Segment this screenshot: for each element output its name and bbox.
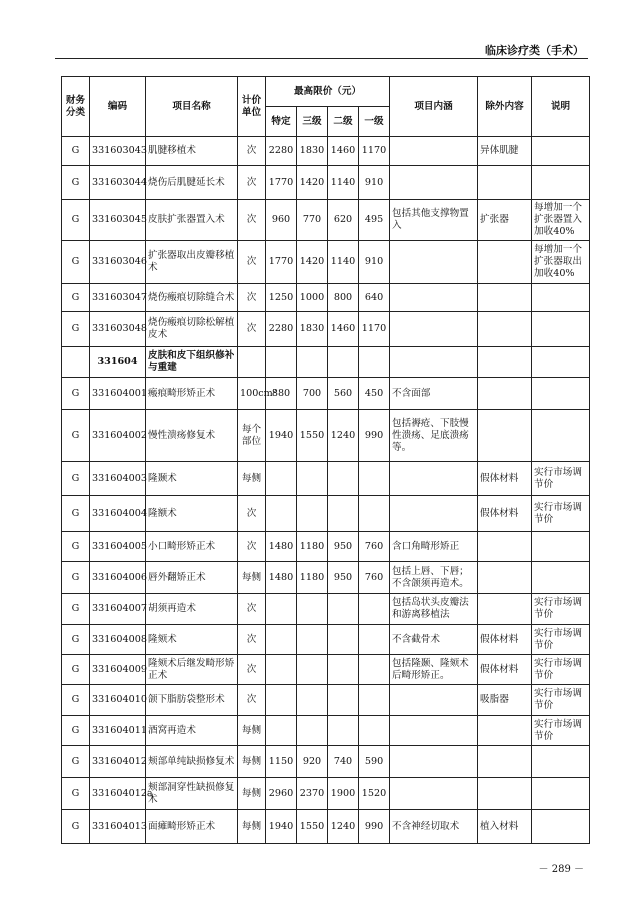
cell-special: 1940 bbox=[266, 810, 297, 844]
cell-special bbox=[266, 655, 297, 685]
cell-code: 331604012a bbox=[90, 778, 146, 810]
header-note: 说明 bbox=[532, 77, 590, 137]
cell-excluded bbox=[478, 166, 532, 200]
cell-level3: 920 bbox=[297, 746, 328, 778]
cell-excluded bbox=[478, 594, 532, 625]
cell-level3: 700 bbox=[297, 378, 328, 410]
cell-content bbox=[390, 241, 478, 284]
cell-level3 bbox=[297, 347, 328, 378]
cell-unit: 次 bbox=[238, 200, 266, 241]
cell-level3 bbox=[297, 716, 328, 746]
cell-code: 331604006 bbox=[90, 562, 146, 594]
cell-cat: G bbox=[62, 496, 90, 532]
cell-content bbox=[390, 716, 478, 746]
cell-cat bbox=[62, 347, 90, 378]
cell-name: 扩张器取出皮瓣移植术 bbox=[146, 241, 238, 284]
cell-note bbox=[532, 746, 590, 778]
cell-excluded bbox=[478, 241, 532, 284]
table-row bbox=[62, 378, 590, 410]
cell-note bbox=[532, 137, 590, 166]
cell-level1 bbox=[359, 625, 390, 655]
header-unit: 计价单位 bbox=[238, 77, 266, 137]
cell-level1 bbox=[359, 496, 390, 532]
cell-level3 bbox=[297, 462, 328, 496]
cell-level1: 590 bbox=[359, 746, 390, 778]
cell-name: 皮肤扩张器置入术 bbox=[146, 200, 238, 241]
cell-cat: G bbox=[62, 462, 90, 496]
cell-cat: G bbox=[62, 746, 90, 778]
cell-level1: 760 bbox=[359, 562, 390, 594]
cell-code: 331604013 bbox=[90, 810, 146, 844]
cell-level1 bbox=[359, 685, 390, 716]
cell-special: 1480 bbox=[266, 532, 297, 562]
cell-level3: 770 bbox=[297, 200, 328, 241]
cell-level1 bbox=[359, 716, 390, 746]
cell-special: 1940 bbox=[266, 410, 297, 462]
cell-note bbox=[532, 378, 590, 410]
cell-cat: G bbox=[62, 810, 90, 844]
cell-unit: 每侧 bbox=[238, 778, 266, 810]
cell-level1: 450 bbox=[359, 378, 390, 410]
cell-level1: 760 bbox=[359, 532, 390, 562]
cell-cat: G bbox=[62, 562, 90, 594]
cell-unit: 100cm² bbox=[238, 378, 266, 410]
cell-level1: 990 bbox=[359, 810, 390, 844]
table-row bbox=[62, 410, 590, 462]
cell-unit: 每侧 bbox=[238, 462, 266, 496]
cell-special bbox=[266, 716, 297, 746]
cell-excluded: 吸脂器 bbox=[478, 685, 532, 716]
cell-content: 不含面部 bbox=[390, 378, 478, 410]
cell-level3: 1830 bbox=[297, 137, 328, 166]
header-level1: 一级 bbox=[359, 107, 390, 137]
cell-excluded: 假体材料 bbox=[478, 496, 532, 532]
cell-excluded: 假体材料 bbox=[478, 625, 532, 655]
cell-name: 隆颞术 bbox=[146, 462, 238, 496]
cell-level1 bbox=[359, 655, 390, 685]
cell-level2 bbox=[328, 716, 359, 746]
table-body bbox=[62, 137, 590, 844]
cell-level2: 560 bbox=[328, 378, 359, 410]
cell-name: 隆额术 bbox=[146, 496, 238, 532]
cell-name: 烧伤瘢痕切除松解植皮术 bbox=[146, 312, 238, 347]
cell-special: 2280 bbox=[266, 312, 297, 347]
cell-content: 包括褥疮、下肢慢性溃疡、足底溃疡等。 bbox=[390, 410, 478, 462]
cell-level2: 1140 bbox=[328, 166, 359, 200]
cell-unit: 次 bbox=[238, 166, 266, 200]
cell-content bbox=[390, 746, 478, 778]
cell-cat: G bbox=[62, 594, 90, 625]
header-price-group: 最高限价（元） bbox=[266, 77, 390, 107]
cell-name: 颊部单纯缺损修复术 bbox=[146, 746, 238, 778]
cell-note bbox=[532, 778, 590, 810]
cell-special bbox=[266, 462, 297, 496]
cell-level2: 950 bbox=[328, 562, 359, 594]
cell-level2: 1240 bbox=[328, 410, 359, 462]
table-row bbox=[62, 200, 590, 241]
cell-level2: 740 bbox=[328, 746, 359, 778]
cell-unit bbox=[238, 347, 266, 378]
table-row bbox=[62, 716, 590, 746]
cell-level2 bbox=[328, 625, 359, 655]
cell-level2: 1900 bbox=[328, 778, 359, 810]
cell-excluded: 扩张器 bbox=[478, 200, 532, 241]
cell-level2: 1140 bbox=[328, 241, 359, 284]
cell-content bbox=[390, 496, 478, 532]
cell-name: 瘢痕畸形矫正术 bbox=[146, 378, 238, 410]
cell-cat: G bbox=[62, 685, 90, 716]
table-row bbox=[62, 347, 590, 378]
cell-name: 颊部洞穿性缺损修复术 bbox=[146, 778, 238, 810]
cell-note: 实行市场调节价 bbox=[532, 685, 590, 716]
cell-level1 bbox=[359, 347, 390, 378]
cell-level1: 990 bbox=[359, 410, 390, 462]
cell-excluded bbox=[478, 562, 532, 594]
cell-note bbox=[532, 312, 590, 347]
cell-code: 331603043 bbox=[90, 137, 146, 166]
table-row bbox=[62, 685, 590, 716]
cell-note bbox=[532, 166, 590, 200]
cell-note bbox=[532, 284, 590, 312]
cell-level3 bbox=[297, 625, 328, 655]
cell-level1: 910 bbox=[359, 241, 390, 284]
cell-name: 酒窝再造术 bbox=[146, 716, 238, 746]
table-row bbox=[62, 655, 590, 685]
cell-cat: G bbox=[62, 378, 90, 410]
header-name: 项目名称 bbox=[146, 77, 238, 137]
header-rule bbox=[55, 58, 588, 59]
cell-code: 331604011 bbox=[90, 716, 146, 746]
page-header: 临床诊疗类（手术） bbox=[485, 44, 584, 57]
cell-code: 331603047 bbox=[90, 284, 146, 312]
table-row bbox=[62, 166, 590, 200]
cell-level3 bbox=[297, 594, 328, 625]
cell-special: 960 bbox=[266, 200, 297, 241]
cell-cat: G bbox=[62, 166, 90, 200]
cell-name: 隆颏术后继发畸形矫正术 bbox=[146, 655, 238, 685]
table-row bbox=[62, 284, 590, 312]
cell-unit: 次 bbox=[238, 312, 266, 347]
cell-level3 bbox=[297, 685, 328, 716]
table-row bbox=[62, 532, 590, 562]
table-row bbox=[62, 594, 590, 625]
cell-excluded bbox=[478, 716, 532, 746]
cell-special: 2280 bbox=[266, 137, 297, 166]
cell-unit: 次 bbox=[238, 532, 266, 562]
page-number: － 289 － bbox=[538, 864, 584, 875]
cell-cat: G bbox=[62, 716, 90, 746]
cell-special bbox=[266, 625, 297, 655]
cell-code: 331604010 bbox=[90, 685, 146, 716]
cell-code: 331604005 bbox=[90, 532, 146, 562]
cell-unit: 每侧 bbox=[238, 810, 266, 844]
cell-unit: 次 bbox=[238, 685, 266, 716]
cell-name: 烧伤瘢痕切除缝合术 bbox=[146, 284, 238, 312]
cell-level2 bbox=[328, 594, 359, 625]
cell-excluded: 假体材料 bbox=[478, 462, 532, 496]
cell-name: 慢性溃疡修复术 bbox=[146, 410, 238, 462]
table-row bbox=[62, 746, 590, 778]
cell-cat: G bbox=[62, 312, 90, 347]
cell-level1: 1170 bbox=[359, 312, 390, 347]
cell-cat: G bbox=[62, 284, 90, 312]
cell-code: 331604004 bbox=[90, 496, 146, 532]
cell-name: 颌下脂肪袋整形术 bbox=[146, 685, 238, 716]
cell-name: 胡须再造术 bbox=[146, 594, 238, 625]
cell-note bbox=[532, 532, 590, 562]
cell-level1: 1170 bbox=[359, 137, 390, 166]
cell-level1: 1520 bbox=[359, 778, 390, 810]
cell-name: 隆颏术 bbox=[146, 625, 238, 655]
header-level3: 三级 bbox=[297, 107, 328, 137]
cell-level2: 800 bbox=[328, 284, 359, 312]
cell-level2: 1460 bbox=[328, 137, 359, 166]
cell-note bbox=[532, 562, 590, 594]
cell-excluded bbox=[478, 778, 532, 810]
cell-level2 bbox=[328, 685, 359, 716]
cell-note: 实行市场调节价 bbox=[532, 462, 590, 496]
header-level2: 二级 bbox=[328, 107, 359, 137]
cell-content: 包括其他支撑物置入 bbox=[390, 200, 478, 241]
table-row bbox=[62, 137, 590, 166]
cell-note bbox=[532, 410, 590, 462]
cell-level3: 1830 bbox=[297, 312, 328, 347]
cell-level2: 1240 bbox=[328, 810, 359, 844]
cell-code: 331604008 bbox=[90, 625, 146, 655]
cell-name: 唇外翻矫正术 bbox=[146, 562, 238, 594]
cell-content: 不含截骨术 bbox=[390, 625, 478, 655]
cell-code: 331603044 bbox=[90, 166, 146, 200]
cell-unit: 每侧 bbox=[238, 746, 266, 778]
cell-note bbox=[532, 347, 590, 378]
cell-excluded bbox=[478, 532, 532, 562]
cell-content bbox=[390, 347, 478, 378]
cell-unit: 每个部位 bbox=[238, 410, 266, 462]
cell-code: 331603045 bbox=[90, 200, 146, 241]
cell-note bbox=[532, 810, 590, 844]
cell-code: 331604 bbox=[90, 347, 146, 378]
header-special: 特定 bbox=[266, 107, 297, 137]
cell-level2 bbox=[328, 347, 359, 378]
cell-level1: 495 bbox=[359, 200, 390, 241]
cell-level3: 1420 bbox=[297, 241, 328, 284]
cell-content: 含口角畸形矫正 bbox=[390, 532, 478, 562]
cell-level2 bbox=[328, 655, 359, 685]
cell-level1: 640 bbox=[359, 284, 390, 312]
cell-unit: 次 bbox=[238, 496, 266, 532]
cell-excluded bbox=[478, 746, 532, 778]
cell-level3: 1550 bbox=[297, 810, 328, 844]
cell-excluded bbox=[478, 312, 532, 347]
cell-special bbox=[266, 685, 297, 716]
price-table bbox=[61, 76, 590, 844]
cell-special bbox=[266, 347, 297, 378]
cell-cat: G bbox=[62, 241, 90, 284]
table-row bbox=[62, 496, 590, 532]
cell-cat: G bbox=[62, 778, 90, 810]
cell-level3: 1180 bbox=[297, 562, 328, 594]
cell-note: 实行市场调节价 bbox=[532, 716, 590, 746]
cell-content bbox=[390, 462, 478, 496]
cell-cat: G bbox=[62, 625, 90, 655]
cell-name: 肌腱移植术 bbox=[146, 137, 238, 166]
cell-excluded bbox=[478, 284, 532, 312]
header-content: 项目内涵 bbox=[390, 77, 478, 137]
cell-code: 331604012 bbox=[90, 746, 146, 778]
cell-excluded: 假体材料 bbox=[478, 655, 532, 685]
table-row bbox=[62, 241, 590, 284]
cell-unit: 每侧 bbox=[238, 716, 266, 746]
cell-excluded: 植入材料 bbox=[478, 810, 532, 844]
cell-unit: 每侧 bbox=[238, 562, 266, 594]
cell-level3: 1000 bbox=[297, 284, 328, 312]
cell-note: 实行市场调节价 bbox=[532, 655, 590, 685]
cell-level2: 620 bbox=[328, 200, 359, 241]
cell-level3 bbox=[297, 496, 328, 532]
cell-special: 1150 bbox=[266, 746, 297, 778]
cell-note: 实行市场调节价 bbox=[532, 496, 590, 532]
cell-unit: 次 bbox=[238, 241, 266, 284]
cell-special: 1480 bbox=[266, 562, 297, 594]
cell-code: 331603046 bbox=[90, 241, 146, 284]
cell-level1 bbox=[359, 462, 390, 496]
cell-unit: 次 bbox=[238, 594, 266, 625]
cell-code: 331603048 bbox=[90, 312, 146, 347]
cell-level3 bbox=[297, 655, 328, 685]
cell-note: 每增加一个扩张器取出加收40% bbox=[532, 241, 590, 284]
cell-cat: G bbox=[62, 655, 90, 685]
cell-level3: 2370 bbox=[297, 778, 328, 810]
cell-special: 1770 bbox=[266, 241, 297, 284]
cell-special: 1250 bbox=[266, 284, 297, 312]
cell-code: 331604002 bbox=[90, 410, 146, 462]
cell-content: 包括岛状头皮瓣法和游离移植法 bbox=[390, 594, 478, 625]
cell-special: 2960 bbox=[266, 778, 297, 810]
cell-excluded bbox=[478, 410, 532, 462]
cell-special: 1770 bbox=[266, 166, 297, 200]
header-category: 财务分类 bbox=[62, 77, 90, 137]
cell-unit: 次 bbox=[238, 655, 266, 685]
table-row bbox=[62, 562, 590, 594]
cell-code: 331604003 bbox=[90, 462, 146, 496]
cell-level2: 1460 bbox=[328, 312, 359, 347]
cell-special bbox=[266, 594, 297, 625]
cell-content: 包括上唇、下唇；不含颌须再造术。 bbox=[390, 562, 478, 594]
cell-content bbox=[390, 685, 478, 716]
table-row bbox=[62, 462, 590, 496]
cell-code: 331604009 bbox=[90, 655, 146, 685]
cell-level2: 950 bbox=[328, 532, 359, 562]
header-code: 编码 bbox=[90, 77, 146, 137]
cell-name: 皮肤和皮下组织修补与重建 bbox=[146, 347, 238, 378]
cell-code: 331604007 bbox=[90, 594, 146, 625]
cell-note: 实行市场调节价 bbox=[532, 594, 590, 625]
cell-unit: 次 bbox=[238, 284, 266, 312]
cell-name: 小口畸形矫正术 bbox=[146, 532, 238, 562]
cell-content: 包括隆颞、隆颏术后畸形矫正。 bbox=[390, 655, 478, 685]
cell-level3: 1550 bbox=[297, 410, 328, 462]
cell-name: 烧伤后肌腱延长术 bbox=[146, 166, 238, 200]
cell-level3: 1180 bbox=[297, 532, 328, 562]
header-excluded: 除外内容 bbox=[478, 77, 532, 137]
cell-content: 不含神经切取术 bbox=[390, 810, 478, 844]
cell-excluded bbox=[478, 378, 532, 410]
cell-excluded bbox=[478, 347, 532, 378]
table-row bbox=[62, 312, 590, 347]
cell-cat: G bbox=[62, 137, 90, 166]
cell-level3: 1420 bbox=[297, 166, 328, 200]
cell-note: 实行市场调节价 bbox=[532, 625, 590, 655]
cell-special: 880 bbox=[266, 378, 297, 410]
cell-cat: G bbox=[62, 200, 90, 241]
cell-content bbox=[390, 166, 478, 200]
table-row bbox=[62, 810, 590, 844]
cell-content bbox=[390, 778, 478, 810]
cell-content bbox=[390, 284, 478, 312]
cell-cat: G bbox=[62, 532, 90, 562]
cell-level1 bbox=[359, 594, 390, 625]
cell-content bbox=[390, 137, 478, 166]
table-row bbox=[62, 625, 590, 655]
cell-level2 bbox=[328, 496, 359, 532]
cell-special bbox=[266, 496, 297, 532]
cell-level1: 910 bbox=[359, 166, 390, 200]
cell-unit: 次 bbox=[238, 625, 266, 655]
cell-code: 331604001 bbox=[90, 378, 146, 410]
table-row bbox=[62, 778, 590, 810]
cell-unit: 次 bbox=[238, 137, 266, 166]
cell-excluded: 异体肌腱 bbox=[478, 137, 532, 166]
cell-level2 bbox=[328, 462, 359, 496]
cell-note: 每增加一个扩张器置入加收40% bbox=[532, 200, 590, 241]
cell-cat: G bbox=[62, 410, 90, 462]
cell-content bbox=[390, 312, 478, 347]
cell-name: 面瘫畸形矫正术 bbox=[146, 810, 238, 844]
